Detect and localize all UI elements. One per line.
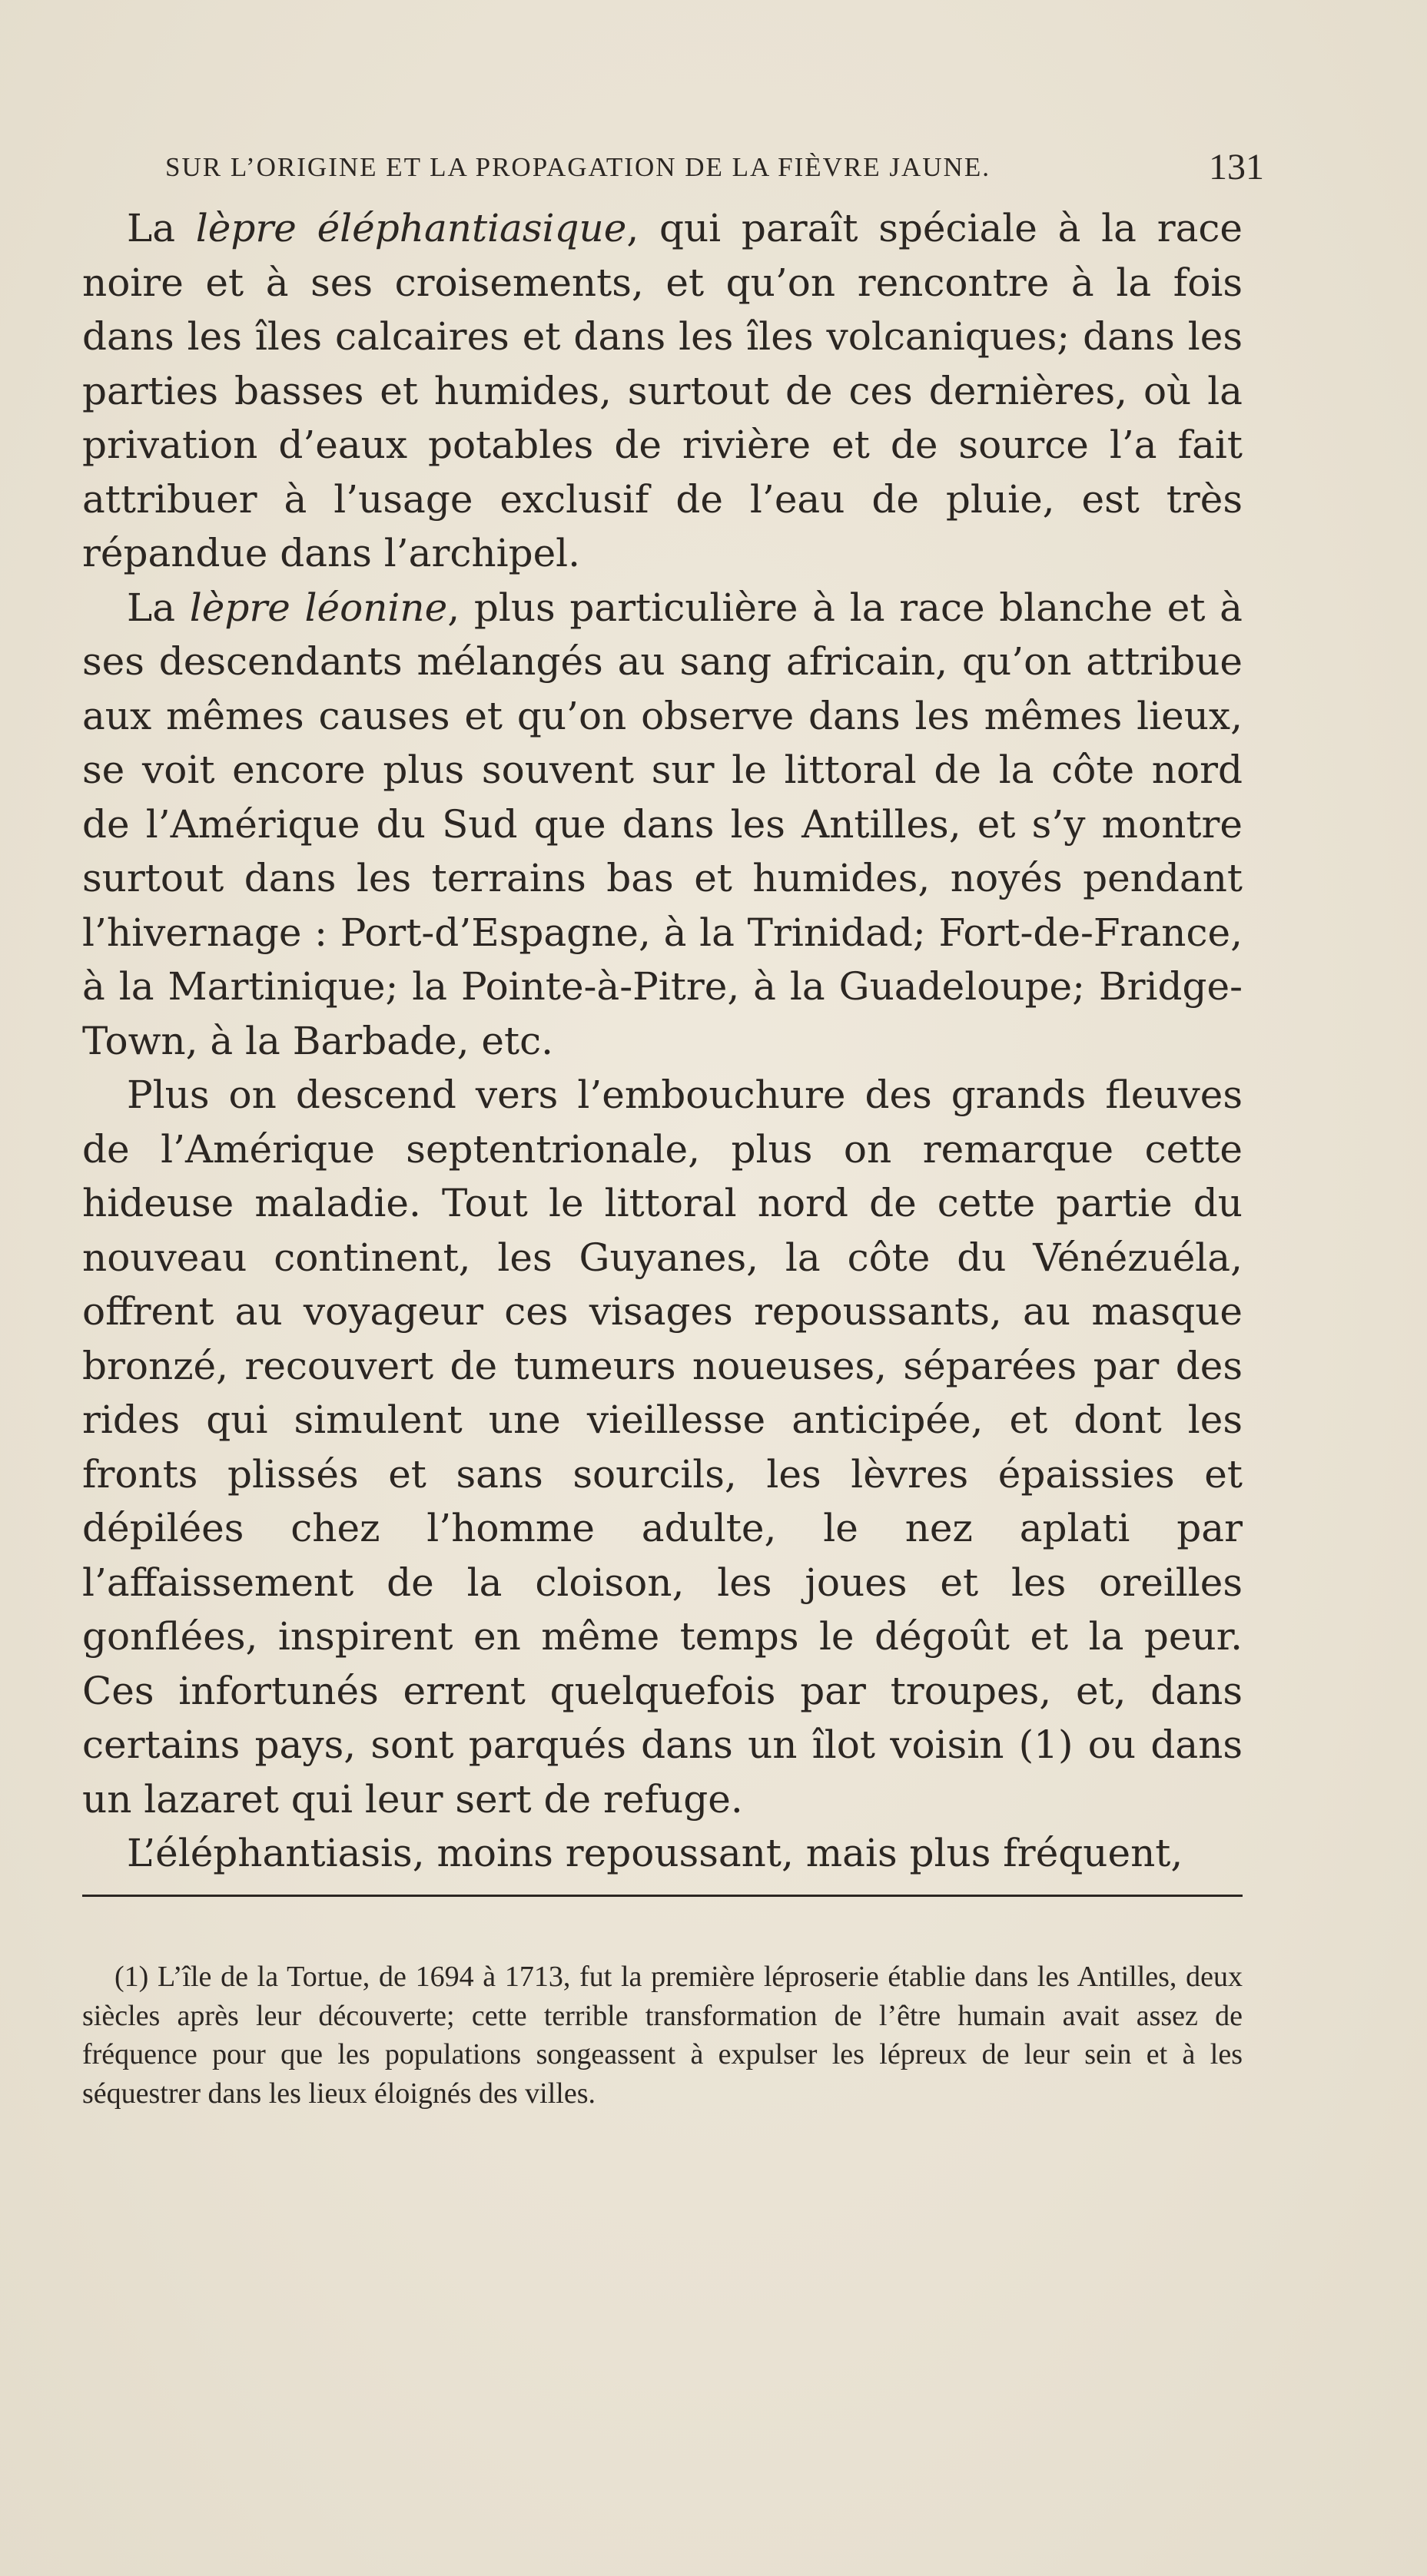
page-number: 131 <box>1209 147 1264 187</box>
paragraph-lepre-elephantiasique <box>82 201 1243 581</box>
footnote-text: (1) L’île de la Tortue, de 1694 à 1713, fut la première léproserie établie dans les Antilles, deux siècles après leur découverte; cette terrible transformation de l’être humain avait assez de fréquence pour que les populations songeassent à expulser les lépreux de leur sein et à les séquestrer dans les lieux éloignés des villes. <box>82 1961 1243 2110</box>
paragraph-text: , plus particulière à la race blanche et à ses descendants mélangés au sang africain, qu’on attribue aux mêmes causes et qu’on observe dans les mêmes lieux, se voit encore plus souvent sur le littoral de la côte nord de l’Amérique du Sud que dans les Antilles, et s’y montre surtout dans les terrains bas et humides, noyés pendant l’hivernage : Port-d’Espagne, à la Trinidad; Fort-de-France, à la Martinique; la Pointe-à-Pitre, à la Guadeloupe; Bridge-Town, à la Barbade, etc. <box>82 585 1243 1063</box>
running-title: SUR L’ORIGINE ET LA PROPAGATION DE LA FIÈVRE JAUNE. <box>165 152 991 182</box>
paragraph-amerique: Plus on descend vers l’embouchure des grands fleuves de l’Amérique septentrionale, plus on remarque cette hideuse maladie. Tout le littoral nord de cette partie du nouveau continent, les Guyanes, la côte du Vénézuéla, offrent au voyageur ces visages repoussants, au masque bronzé, recouvert de tumeurs noueuses, séparées par des rides qui simulent une vieillesse anticipée, et dont les fronts plissés et sans sourcils, les lèvres épaissies et dépilées chez l’homme adulte, le nez aplati par l’affaissement de la cloison, les joues et les oreilles gonflées, inspirent en même temps le dégoût et la peur. Ces infortunés errent quelquefois par troupes, et, dans certains pays, sont parqués dans un îlot voisin (1) ou dans un lazaret qui leur sert de refuge. <box>82 1073 1243 1822</box>
italic-term: lèpre léonine <box>189 585 448 630</box>
page-header <box>165 146 1264 192</box>
paragraph-lead: La <box>127 206 196 250</box>
footnote-divider <box>82 1895 1243 1897</box>
paragraph-text: , qui paraît spéciale à la race noire et à ses croisements, et qu’on rencontre à la fois dans les îles calcaires et dans les îles volcaniques; dans les parties basses et humides, surtout de ces dernières, où la privation d’eaux potables de rivière et de source l’a fait attribuer à l’usage exclusif de l’eau de pluie, est très répandue dans l’archipel. <box>82 206 1243 575</box>
paragraph-lepre-leonine <box>82 581 1243 1069</box>
paragraph-lead: La <box>127 585 190 630</box>
footnote <box>82 1958 1243 2113</box>
main-text <box>82 201 1243 1881</box>
italic-term: lèpre éléphantiasique <box>195 206 627 250</box>
paragraph-elephantiasis: L’éléphantiasis, moins repoussant, mais plus fréquent, <box>127 1831 1183 1875</box>
